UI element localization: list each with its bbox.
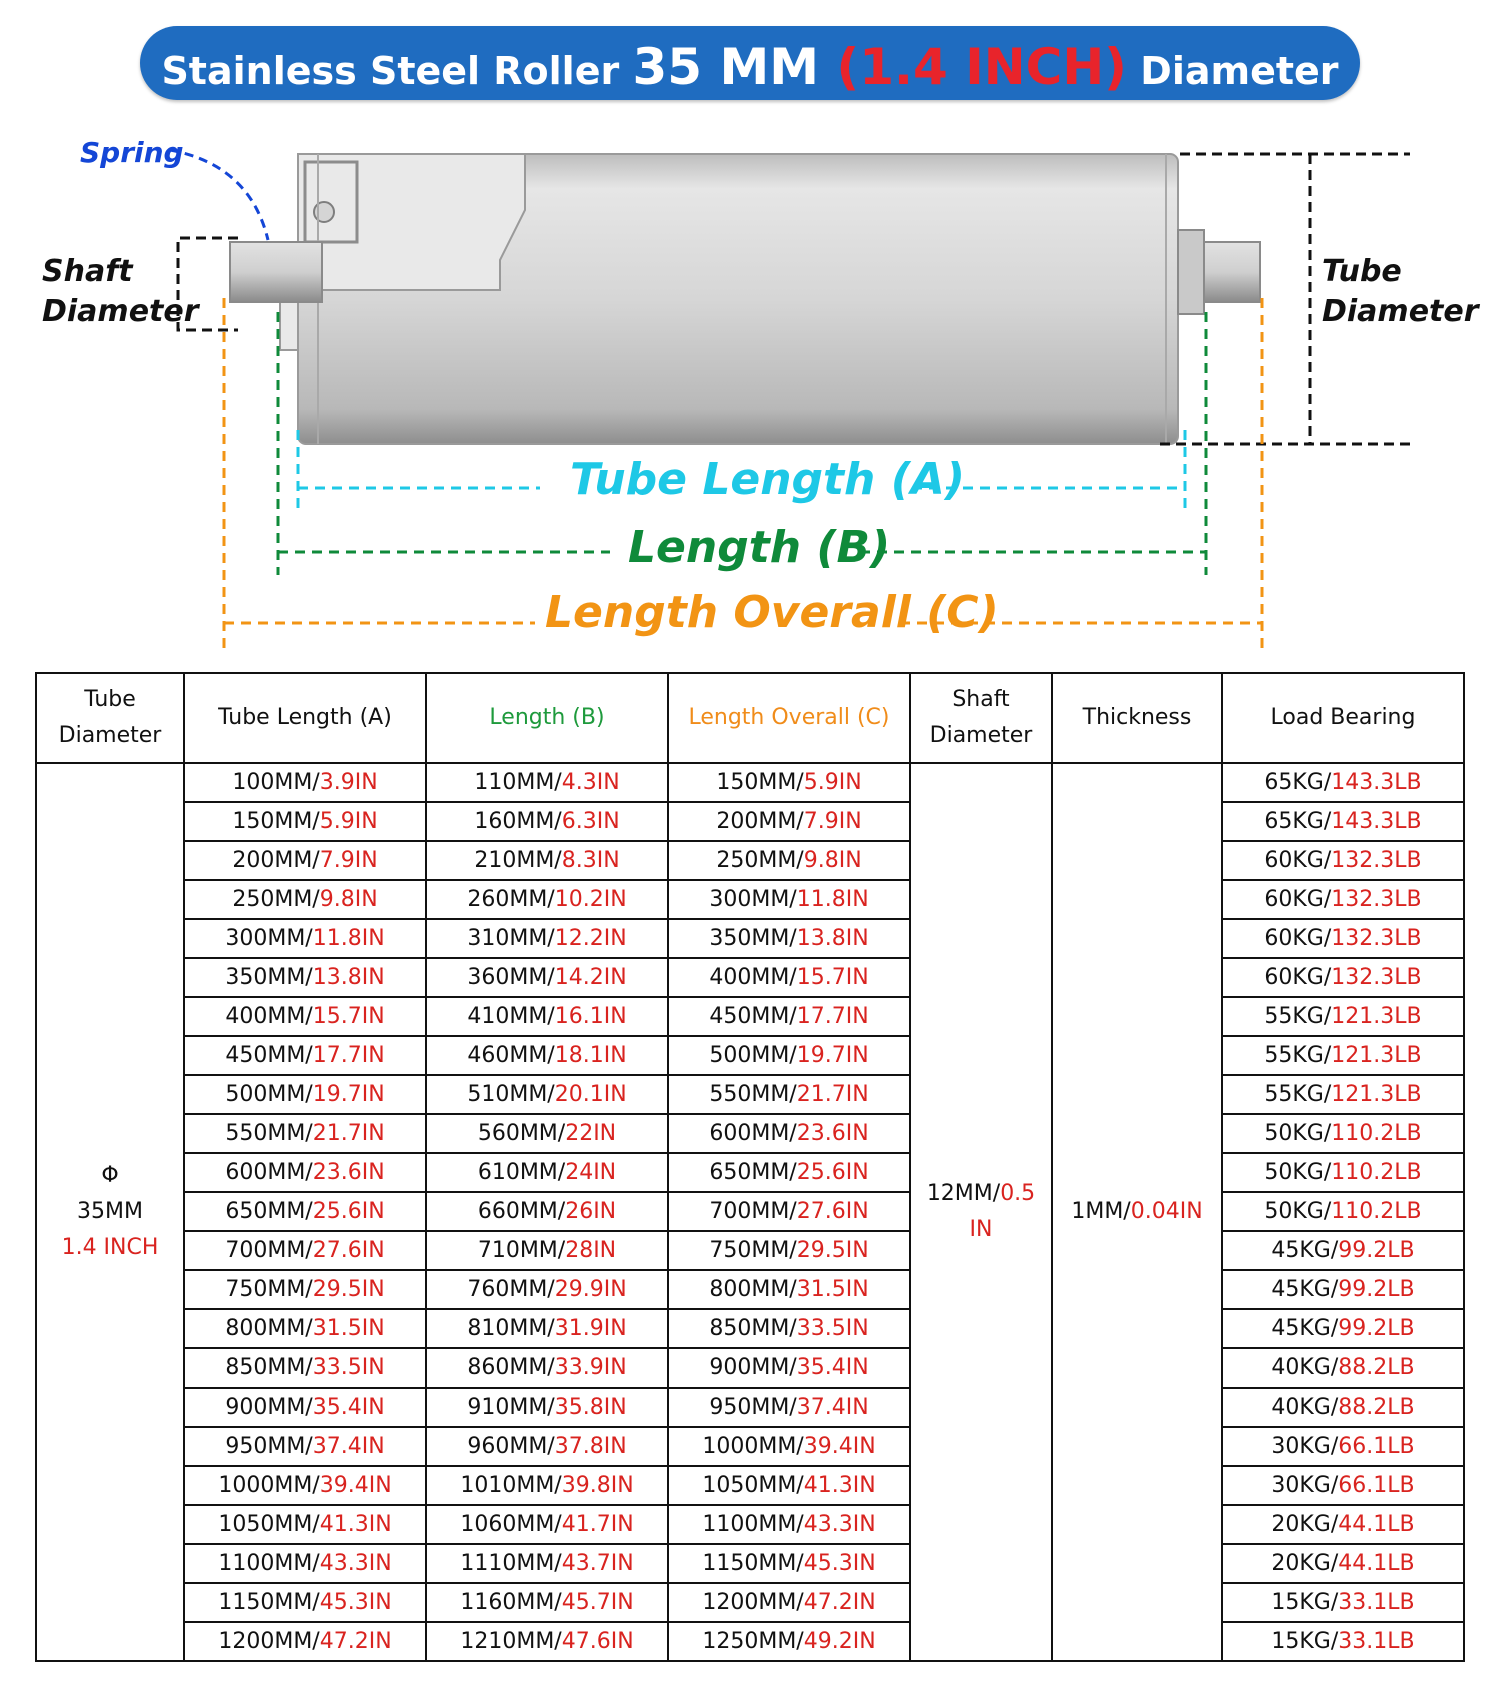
header-tube-length: Tube Length (A) [184,673,426,763]
length-c-cell: 1150MM/45.3IN [668,1544,910,1583]
length-b-cell: 610MM/24IN [426,1153,668,1192]
load-bearing-cell: 60KG/132.3LB [1222,841,1464,880]
length-c-cell: 1100MM/43.3IN [668,1505,910,1544]
spec-table [35,672,1465,1662]
header-load-bearing: Load Bearing [1222,673,1464,763]
load-bearing-cell: 65KG/143.3LB [1222,802,1464,841]
length-b-cell: 860MM/33.9IN [426,1348,668,1387]
length-c-cell: 700MM/27.6IN [668,1192,910,1231]
table-row [36,802,1464,841]
length-c-cell: 200MM/7.9IN [668,802,910,841]
length-c-cell: 750MM/29.5IN [668,1231,910,1270]
title-part-inch: (1.4 INCH) [836,38,1128,96]
length-b-cell: 960MM/37.8IN [426,1427,668,1466]
length-b-cell: 510MM/20.1IN [426,1075,668,1114]
tube-length-cell: 600MM/23.6IN [184,1153,426,1192]
length-b-cell: 410MM/16.1IN [426,997,668,1036]
tube-length-cell: 900MM/35.4IN [184,1388,426,1427]
length-b-cell: 910MM/35.8IN [426,1388,668,1427]
load-bearing-cell: 45KG/99.2LB [1222,1231,1464,1270]
tube-diameter-label [1322,252,1479,332]
title-part-diameter: Diameter [1127,49,1339,93]
length-b-cell: 710MM/28IN [426,1231,668,1270]
length-c-cell: 650MM/25.6IN [668,1153,910,1192]
tube-length-label: Tube Length (A) [570,454,965,505]
table-row [36,1544,1464,1583]
length-c-cell: 1200MM/47.2IN [668,1583,910,1622]
length-overall-label: Length Overall (C) [545,587,999,638]
tube-length-cell: 1050MM/41.3IN [184,1505,426,1544]
shaft-diameter-label-line1: Shaft [42,254,133,289]
length-b-cell: 560MM/22IN [426,1114,668,1153]
tube-length-cell: 1100MM/43.3IN [184,1544,426,1583]
tube-diameter-label-line2: Diameter [1322,294,1479,329]
table-row [36,1231,1464,1270]
length-b-cell: 1160MM/45.7IN [426,1583,668,1622]
tube-length-cell: 100MM/3.9IN [184,763,426,802]
table-row [36,1309,1464,1348]
tube-diameter-cell: Φ 35MM 1.4 INCH [36,763,184,1661]
table-row [36,1427,1464,1466]
tube-length-cell: 200MM/7.9IN [184,841,426,880]
length-b-cell: 460MM/18.1IN [426,1036,668,1075]
table-row [36,1114,1464,1153]
load-bearing-cell: 60KG/132.3LB [1222,958,1464,997]
table-row [36,1388,1464,1427]
title-part-product: Stainless Steel Roller [161,49,633,93]
load-bearing-cell: 55KG/121.3LB [1222,997,1464,1036]
table-row [36,997,1464,1036]
length-b-cell: 1010MM/39.8IN [426,1466,668,1505]
length-c-cell: 550MM/21.7IN [668,1075,910,1114]
tube-length-cell: 550MM/21.7IN [184,1114,426,1153]
tube-length-cell: 150MM/5.9IN [184,802,426,841]
length-c-cell: 400MM/15.7IN [668,958,910,997]
table-row [36,841,1464,880]
load-bearing-cell: 65KG/143.3LB [1222,763,1464,802]
table-row [36,1622,1464,1661]
length-c-cell: 1000MM/39.4IN [668,1427,910,1466]
load-bearing-cell: 40KG/88.2LB [1222,1388,1464,1427]
tube-length-cell: 1000MM/39.4IN [184,1466,426,1505]
load-bearing-cell: 60KG/132.3LB [1222,880,1464,919]
header-length-b: Length (B) [426,673,668,763]
table-row [36,1192,1464,1231]
length-c-cell: 600MM/23.6IN [668,1114,910,1153]
length-b-cell: 1210MM/47.6IN [426,1622,668,1661]
table-row [36,1036,1464,1075]
length-c-cell: 800MM/31.5IN [668,1270,910,1309]
tube-length-cell: 650MM/25.6IN [184,1192,426,1231]
tube-length-cell: 500MM/19.7IN [184,1075,426,1114]
length-c-cell: 250MM/9.8IN [668,841,910,880]
length-b-cell: 160MM/6.3IN [426,802,668,841]
title-part-mm: 35 MM [632,38,837,96]
load-bearing-cell: 45KG/99.2LB [1222,1270,1464,1309]
length-c-cell: 850MM/33.5IN [668,1309,910,1348]
load-bearing-cell: 15KG/33.1LB [1222,1583,1464,1622]
roller-diagram [0,110,1499,670]
table-row [36,919,1464,958]
table-row [36,880,1464,919]
length-c-cell: 950MM/37.4IN [668,1388,910,1427]
header-length-c: Length Overall (C) [668,673,910,763]
length-b-cell: 260MM/10.2IN [426,880,668,919]
load-bearing-cell: 40KG/88.2LB [1222,1348,1464,1387]
title-banner [140,26,1360,100]
shaft-diameter-cell: 12MM/0.5 IN [910,763,1052,1661]
length-b-cell: 310MM/12.2IN [426,919,668,958]
length-c-cell: 350MM/13.8IN [668,919,910,958]
page-title [161,38,1338,96]
table-row [36,1075,1464,1114]
spring-label: Spring [80,136,184,169]
header-shaft-diameter: Shaft Diameter [910,673,1052,763]
roller-illustration [0,110,1499,670]
load-bearing-cell: 55KG/121.3LB [1222,1036,1464,1075]
table-row [36,1153,1464,1192]
tube-length-cell: 850MM/33.5IN [184,1348,426,1387]
length-c-cell: 300MM/11.8IN [668,880,910,919]
tube-length-cell: 400MM/15.7IN [184,997,426,1036]
load-bearing-cell: 50KG/110.2LB [1222,1192,1464,1231]
tube-length-cell: 1150MM/45.3IN [184,1583,426,1622]
length-b-label: Length (B) [628,522,891,573]
shaft-diameter-label-line2: Diameter [42,294,199,329]
length-b-cell: 360MM/14.2IN [426,958,668,997]
header-thickness: Thickness [1052,673,1222,763]
tube-length-cell: 300MM/11.8IN [184,919,426,958]
table-row [36,1466,1464,1505]
load-bearing-cell: 50KG/110.2LB [1222,1114,1464,1153]
load-bearing-cell: 55KG/121.3LB [1222,1075,1464,1114]
length-b-cell: 1110MM/43.7IN [426,1544,668,1583]
load-bearing-cell: 50KG/110.2LB [1222,1153,1464,1192]
tube-length-cell: 950MM/37.4IN [184,1427,426,1466]
thickness-cell: 1MM/0.04IN [1052,763,1222,1661]
table-row [36,1270,1464,1309]
table-row [36,763,1464,802]
tube-diameter-label-line1: Tube [1322,254,1402,289]
tube-length-cell: 350MM/13.8IN [184,958,426,997]
tube-length-cell: 800MM/31.5IN [184,1309,426,1348]
length-b-cell: 660MM/26IN [426,1192,668,1231]
length-b-cell: 810MM/31.9IN [426,1309,668,1348]
shaft-diameter-label [42,252,199,332]
table-row [36,1583,1464,1622]
length-b-cell: 1060MM/41.7IN [426,1505,668,1544]
tube-length-cell: 700MM/27.6IN [184,1231,426,1270]
load-bearing-cell: 15KG/33.1LB [1222,1622,1464,1661]
length-b-cell: 110MM/4.3IN [426,763,668,802]
length-c-cell: 900MM/35.4IN [668,1348,910,1387]
load-bearing-cell: 60KG/132.3LB [1222,919,1464,958]
length-c-cell: 1250MM/49.2IN [668,1622,910,1661]
tube-length-cell: 450MM/17.7IN [184,1036,426,1075]
tube-length-cell: 250MM/9.8IN [184,880,426,919]
tube-length-cell: 1200MM/47.2IN [184,1622,426,1661]
header-tube-diameter: Tube Diameter [36,673,184,763]
left-shaft [230,242,322,302]
load-bearing-cell: 30KG/66.1LB [1222,1466,1464,1505]
spring-pointer [170,150,268,240]
table-body [36,763,1464,1661]
length-c-cell: 450MM/17.7IN [668,997,910,1036]
table-row [36,1505,1464,1544]
length-c-cell: 500MM/19.7IN [668,1036,910,1075]
tube-length-cell: 750MM/29.5IN [184,1270,426,1309]
load-bearing-cell: 30KG/66.1LB [1222,1427,1464,1466]
table-header-row [36,673,1464,763]
length-b-cell: 760MM/29.9IN [426,1270,668,1309]
table-row [36,1348,1464,1387]
length-c-cell: 150MM/5.9IN [668,763,910,802]
length-c-cell: 1050MM/41.3IN [668,1466,910,1505]
table-row [36,958,1464,997]
load-bearing-cell: 45KG/99.2LB [1222,1309,1464,1348]
load-bearing-cell: 20KG/44.1LB [1222,1544,1464,1583]
load-bearing-cell: 20KG/44.1LB [1222,1505,1464,1544]
length-b-cell: 210MM/8.3IN [426,841,668,880]
